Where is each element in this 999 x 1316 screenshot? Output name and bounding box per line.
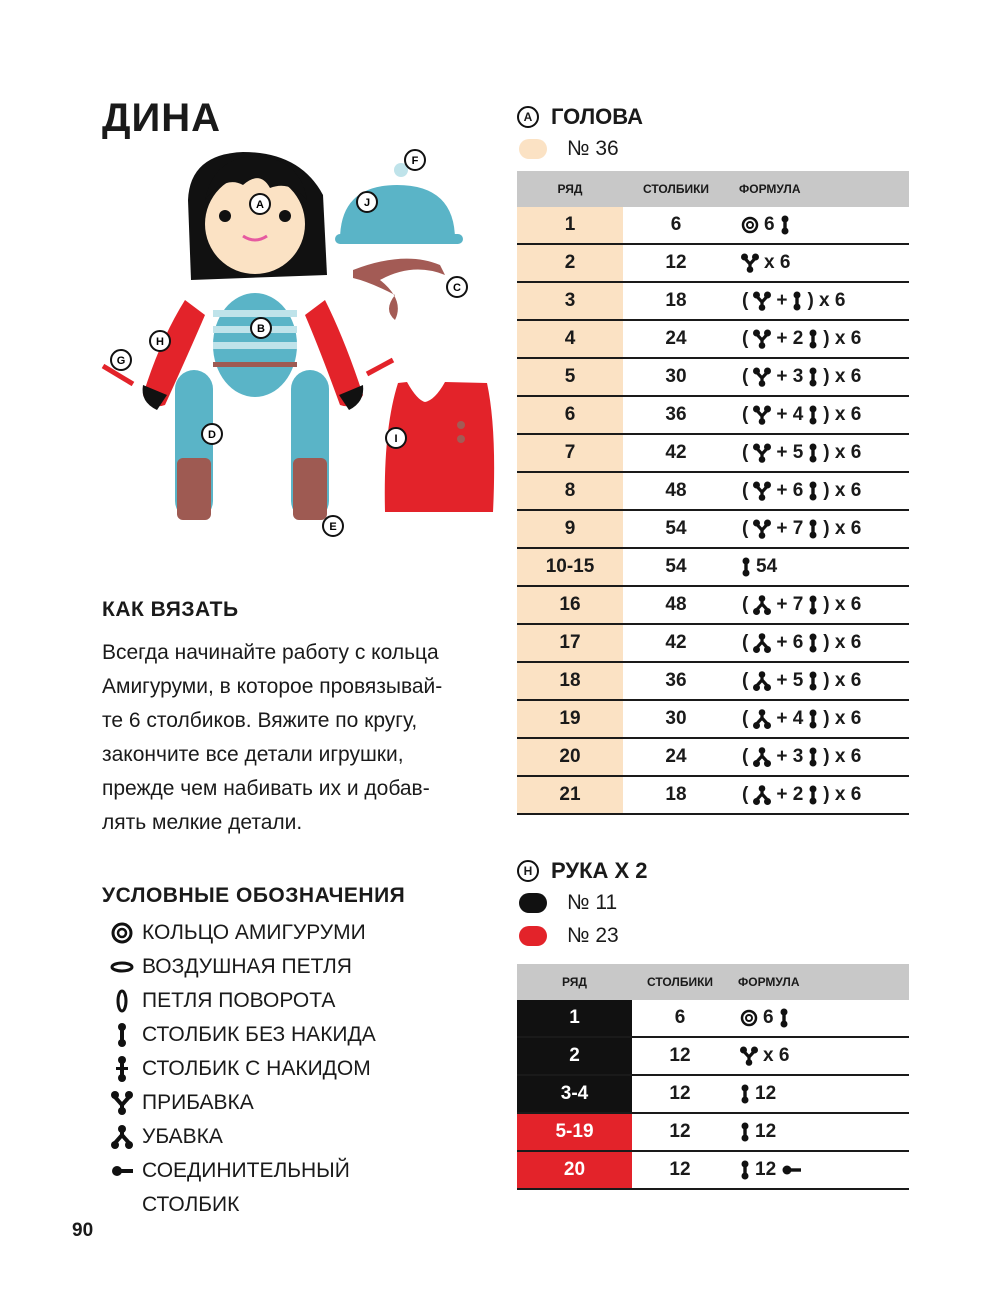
legend-label: ВОЗДУШНАЯ ПЕТЛЯ [142, 955, 352, 978]
formula-text: + 3 [776, 746, 804, 767]
yarn-row [517, 919, 648, 952]
single-crochet-icon [741, 557, 751, 577]
header-row: РЯД [517, 964, 632, 1000]
decrease-icon [753, 671, 771, 691]
row-number-cell: 1 [517, 207, 623, 244]
formula-text: x 6 [764, 252, 791, 273]
legend-item [102, 1120, 502, 1154]
table-row [517, 472, 909, 510]
formula-text: + 4 [776, 404, 804, 425]
table-row [517, 1075, 909, 1113]
single-crochet-icon [780, 214, 790, 235]
formula-text: ( [742, 404, 749, 425]
increase-icon [753, 366, 771, 387]
how-to-line: те 6 столбиков. Вяжите по кругу, [102, 709, 418, 732]
formula-cell [729, 320, 909, 358]
label-j-marker [357, 192, 377, 212]
label-i-marker [386, 428, 406, 448]
svg-text:J: J [363, 197, 371, 209]
formula-cell [728, 1037, 909, 1075]
svg-text:C: C [453, 282, 461, 294]
formula-cell [729, 662, 909, 700]
label-h-marker [150, 331, 170, 351]
formula-text: x 6 [763, 1045, 790, 1066]
table-row [517, 396, 909, 434]
single-crochet-icon [780, 215, 790, 235]
svg-text:D: D [208, 429, 216, 441]
section-title: РУКА X 2 [551, 858, 648, 883]
formula-cell [729, 510, 909, 548]
single-crochet-icon [808, 746, 818, 767]
table-row [517, 1151, 909, 1189]
legend-label: ПРИБАВКА [142, 1091, 254, 1114]
header-formula: ФОРМУЛА [728, 964, 909, 1000]
ring-icon [741, 214, 759, 235]
formula-text: 54 [756, 556, 778, 577]
label-g-marker [111, 350, 131, 370]
single-crochet-icon [779, 1008, 789, 1028]
formula-text: ( [742, 708, 749, 729]
increase-icon [753, 519, 771, 539]
legend-label: УБАВКА [142, 1125, 223, 1148]
formula-cell [729, 586, 909, 624]
formula-text: ) x 6 [823, 442, 862, 463]
formula-text: ( [742, 594, 749, 615]
formula-text: ( [742, 366, 749, 387]
formula-text: ( [742, 442, 749, 463]
row-number-cell: 5-19 [517, 1113, 632, 1151]
label-b-marker [251, 318, 271, 338]
single-crochet-icon [740, 1121, 750, 1142]
legend-item [102, 1052, 502, 1086]
increase-icon [753, 404, 771, 425]
section-title: ГОЛОВА [551, 104, 643, 129]
decrease-icon [753, 632, 771, 653]
stitch-count-cell: 18 [623, 776, 729, 814]
formula-text: ( [742, 632, 749, 653]
formula-text: 6 [764, 214, 775, 235]
stitch-count-cell: 42 [623, 434, 729, 472]
formula-text: ( [742, 518, 749, 539]
formula-cell [729, 700, 909, 738]
formula-text: + 6 [776, 480, 804, 501]
formula-text: + 5 [776, 442, 804, 463]
single-crochet-icon [808, 708, 818, 729]
svg-text:H: H [156, 336, 164, 348]
stitch-count-cell: 30 [623, 700, 729, 738]
single-crochet-icon [808, 367, 818, 387]
table-header-row [517, 964, 909, 1000]
formula-text: ) x 6 [823, 366, 862, 387]
svg-text:F: F [411, 155, 419, 167]
slip-stitch-icon [781, 1159, 803, 1180]
single-crochet-icon [808, 633, 818, 653]
yarn-swatch [519, 893, 547, 913]
page-number: 90 [72, 1220, 94, 1241]
legend-item [102, 1018, 502, 1052]
stitch-count-cell: 24 [623, 320, 729, 358]
yarn-row [517, 132, 643, 165]
single-crochet-icon [808, 671, 818, 691]
increase-icon [740, 1046, 758, 1066]
formula-text: ( [742, 480, 749, 501]
row-number-cell: 18 [517, 662, 623, 700]
formula-text: ) x 6 [823, 480, 862, 501]
stitch-count-cell: 12 [623, 244, 729, 282]
how-to-line: прежде чем набивать их и добав- [102, 777, 430, 800]
legend-heading: УСЛОВНЫЕ ОБОЗНАЧЕНИЯ [102, 884, 406, 907]
label-f-marker [405, 150, 425, 170]
header-stitches: СТОЛБИКИ [632, 964, 728, 1000]
formula-text: ) x 6 [823, 746, 862, 767]
how-to-heading: КАК ВЯЗАТЬ [102, 598, 239, 621]
single-crochet-icon [808, 481, 818, 501]
increase-icon [753, 329, 771, 349]
row-number-cell: 3-4 [517, 1075, 632, 1113]
increase-icon [753, 518, 771, 539]
decrease-icon [753, 594, 771, 615]
formula-text: ) x 6 [823, 708, 862, 729]
stitch-count-cell: 6 [632, 1000, 728, 1037]
legend-label: СТОЛБИК БЕЗ НАКИДА [142, 1023, 376, 1046]
row-number-cell: 10-15 [517, 548, 623, 586]
decrease-icon [753, 747, 771, 767]
formula-text: 12 [755, 1121, 777, 1142]
table-row [517, 738, 909, 776]
label-a-marker [250, 194, 270, 214]
formula-text: ) x 6 [823, 594, 862, 615]
formula-text: + 3 [776, 366, 804, 387]
stitch-count-cell: 24 [623, 738, 729, 776]
svg-text:A: A [256, 199, 264, 211]
row-number-cell: 16 [517, 586, 623, 624]
yarn-swatch [519, 926, 547, 946]
formula-cell [729, 738, 909, 776]
decrease-icon [102, 1125, 142, 1149]
header-row: РЯД [517, 171, 623, 207]
label-c-marker [447, 277, 467, 297]
yarn-label: № 36 [567, 136, 619, 160]
single-crochet-icon [808, 709, 818, 729]
formula-text: 12 [755, 1159, 777, 1180]
increase-icon [753, 442, 771, 463]
formula-text: + 7 [776, 594, 804, 615]
formula-text: ( [742, 328, 749, 349]
decrease-icon [753, 595, 771, 615]
single-crochet-icon [740, 1084, 750, 1104]
yarn-swatch [519, 139, 547, 159]
table-row [517, 434, 909, 472]
decrease-icon [753, 709, 771, 729]
table-row [517, 548, 909, 586]
stitch-count-cell: 6 [623, 207, 729, 244]
legend-label: ПЕТЛЯ ПОВОРОТА [142, 989, 336, 1012]
how-to-line: Амигуруми, в которое провязывай- [102, 675, 443, 698]
header-formula: ФОРМУЛА [729, 171, 909, 207]
stitch-count-cell: 12 [632, 1113, 728, 1151]
table-row [517, 586, 909, 624]
formula-text: + 4 [776, 708, 804, 729]
section-letter-badge: A [517, 106, 539, 128]
yarn-row [517, 886, 648, 919]
formula-cell [729, 282, 909, 320]
formula-text: ( [742, 670, 749, 691]
legend-item [102, 916, 502, 950]
stitch-count-cell: 12 [632, 1075, 728, 1113]
row-number-cell: 21 [517, 776, 623, 814]
stitch-count-cell: 30 [623, 358, 729, 396]
decrease-icon [753, 785, 771, 805]
formula-text: + 2 [776, 784, 804, 805]
how-to-line: Всегда начинайте работу с кольца [102, 641, 439, 664]
table-row [517, 207, 909, 244]
table-row [517, 510, 909, 548]
row-number-cell: 17 [517, 624, 623, 662]
single-crochet-icon [808, 404, 818, 425]
single-crochet-icon [792, 291, 802, 311]
single-crochet-icon [779, 1007, 789, 1028]
formula-cell [729, 358, 909, 396]
legend-label: СТОЛБИК С НАКИДОМ [142, 1057, 371, 1080]
legend-label: КОЛЬЦО АМИГУРУМИ [142, 921, 366, 944]
stitch-count-cell: 54 [623, 548, 729, 586]
stitch-count-cell: 12 [632, 1037, 728, 1075]
ring-icon [741, 216, 759, 234]
increase-icon [753, 443, 771, 463]
table-row [517, 700, 909, 738]
stitch-count-cell: 12 [632, 1151, 728, 1189]
table-header-row [517, 171, 909, 207]
table-row [517, 1000, 909, 1037]
table-row [517, 1113, 909, 1151]
single-crochet-icon [740, 1083, 750, 1104]
formula-cell [729, 434, 909, 472]
formula-cell [728, 1075, 909, 1113]
legend-label: СОЕДИНИТЕЛЬНЫЙ [142, 1159, 350, 1182]
turn-loop-icon [102, 989, 142, 1013]
single-crochet-icon [808, 480, 818, 501]
stitch-count-cell: 36 [623, 662, 729, 700]
increase-icon [753, 367, 771, 387]
increase-icon [753, 405, 771, 425]
increase-icon [753, 290, 771, 311]
stitch-count-cell: 54 [623, 510, 729, 548]
ring-icon [740, 1007, 758, 1028]
stitch-count-cell: 42 [623, 624, 729, 662]
single-crochet-icon [808, 784, 818, 805]
section-arm [517, 858, 648, 952]
formula-text: ( [742, 746, 749, 767]
legend-label-continued: СТОЛБИК [142, 1193, 240, 1216]
single-crochet-icon [808, 443, 818, 463]
stitch-count-cell: 48 [623, 586, 729, 624]
single-crochet-icon [808, 519, 818, 539]
row-number-cell: 19 [517, 700, 623, 738]
formula-cell [729, 244, 909, 282]
section-heading [517, 104, 643, 130]
how-to-line: лять мелкие детали. [102, 811, 303, 834]
single-crochet-icon [741, 556, 751, 577]
formula-text: + 7 [776, 518, 804, 539]
increase-icon [753, 328, 771, 349]
single-crochet-icon [808, 442, 818, 463]
increase-icon [753, 480, 771, 501]
formula-cell [729, 624, 909, 662]
chain-icon [102, 960, 142, 974]
increase-icon [741, 252, 759, 273]
formula-text: + 6 [776, 632, 804, 653]
single-crochet-icon [808, 595, 818, 615]
table-row [517, 244, 909, 282]
increase-icon [102, 1091, 142, 1115]
decrease-icon [753, 746, 771, 767]
row-number-cell: 6 [517, 396, 623, 434]
table-row [517, 282, 909, 320]
section-head [517, 104, 643, 165]
formula-cell [729, 207, 909, 244]
formula-text: ) x 6 [807, 290, 846, 311]
stitch-count-cell: 36 [623, 396, 729, 434]
row-number-cell: 4 [517, 320, 623, 358]
legend-item [102, 984, 502, 1018]
single-crochet-icon [808, 405, 818, 425]
formula-cell [728, 1000, 909, 1037]
formula-cell [728, 1113, 909, 1151]
head-rows-table [517, 171, 909, 815]
formula-cell [729, 396, 909, 434]
table-row [517, 624, 909, 662]
single-crochet-icon [808, 747, 818, 767]
formula-cell [729, 776, 909, 814]
formula-cell [729, 548, 909, 586]
label-e-marker [323, 516, 343, 536]
increase-icon [753, 481, 771, 501]
row-number-cell: 1 [517, 1000, 632, 1037]
page-title: ДИНА [102, 96, 222, 140]
decrease-icon [753, 708, 771, 729]
doll-illustration [95, 140, 515, 550]
decrease-icon [753, 633, 771, 653]
legend-item [102, 1086, 502, 1120]
stitch-count-cell: 48 [623, 472, 729, 510]
formula-text: ( [742, 290, 749, 311]
formula-cell [729, 472, 909, 510]
row-number-cell: 5 [517, 358, 623, 396]
table-row [517, 1037, 909, 1075]
table-row [517, 662, 909, 700]
ring-icon [102, 922, 142, 944]
decrease-icon [753, 670, 771, 691]
formula-text: ) x 6 [823, 328, 862, 349]
single-crochet-icon [740, 1122, 750, 1142]
formula-text: ) x 6 [823, 518, 862, 539]
formula-text: 6 [763, 1007, 774, 1028]
formula-text: ( [742, 784, 749, 805]
formula-text: ) x 6 [823, 404, 862, 425]
increase-icon [741, 253, 759, 273]
single-crochet-icon [808, 670, 818, 691]
table-row [517, 776, 909, 814]
formula-text: 12 [755, 1083, 777, 1104]
row-number-cell: 3 [517, 282, 623, 320]
formula-text: + 2 [776, 328, 804, 349]
increase-icon [753, 291, 771, 311]
table-row [517, 358, 909, 396]
legend-item [102, 950, 502, 984]
slip-stitch-icon [102, 1165, 142, 1177]
svg-text:E: E [329, 521, 337, 533]
arm-rows-table [517, 964, 909, 1190]
single-crochet-icon [792, 290, 802, 311]
single-crochet-icon [102, 1023, 142, 1047]
formula-text: ) x 6 [823, 632, 862, 653]
single-crochet-icon [808, 632, 818, 653]
formula-text: + 5 [776, 670, 804, 691]
formula-cell [728, 1151, 909, 1189]
formula-text: ) x 6 [823, 784, 862, 805]
svg-text:G: G [116, 355, 126, 367]
single-crochet-icon [808, 366, 818, 387]
header-stitches: СТОЛБИКИ [623, 171, 729, 207]
how-to-paragraph [102, 636, 502, 840]
svg-text:B: B [257, 323, 265, 335]
ring-icon [740, 1009, 758, 1027]
single-crochet-icon [740, 1160, 750, 1180]
legend-list [102, 916, 502, 1222]
stitch-count-cell: 18 [623, 282, 729, 320]
formula-text: + [776, 290, 788, 311]
formula-text: ) x 6 [823, 670, 862, 691]
row-number-cell: 2 [517, 244, 623, 282]
slip-stitch-icon [781, 1164, 803, 1176]
label-d-marker [202, 424, 222, 444]
single-crochet-icon [808, 329, 818, 349]
section-heading [517, 858, 648, 884]
how-to-line: закончите все детали игрушки, [102, 743, 404, 766]
yarn-label: № 11 [567, 890, 618, 914]
decrease-icon [753, 784, 771, 805]
single-crochet-icon [808, 594, 818, 615]
single-crochet-icon [740, 1159, 750, 1180]
single-crochet-icon [808, 328, 818, 349]
increase-icon [740, 1045, 758, 1066]
section-letter-badge: H [517, 860, 539, 882]
double-crochet-icon [102, 1056, 142, 1082]
single-crochet-icon [808, 785, 818, 805]
row-number-cell: 2 [517, 1037, 632, 1075]
row-number-cell: 20 [517, 1151, 632, 1189]
legend-item [102, 1154, 502, 1188]
row-number-cell: 9 [517, 510, 623, 548]
row-number-cell: 8 [517, 472, 623, 510]
svg-text:I: I [394, 433, 398, 445]
single-crochet-icon [808, 518, 818, 539]
table-row [517, 320, 909, 358]
row-number-cell: 7 [517, 434, 623, 472]
row-number-cell: 20 [517, 738, 623, 776]
yarn-label: № 23 [567, 923, 619, 947]
